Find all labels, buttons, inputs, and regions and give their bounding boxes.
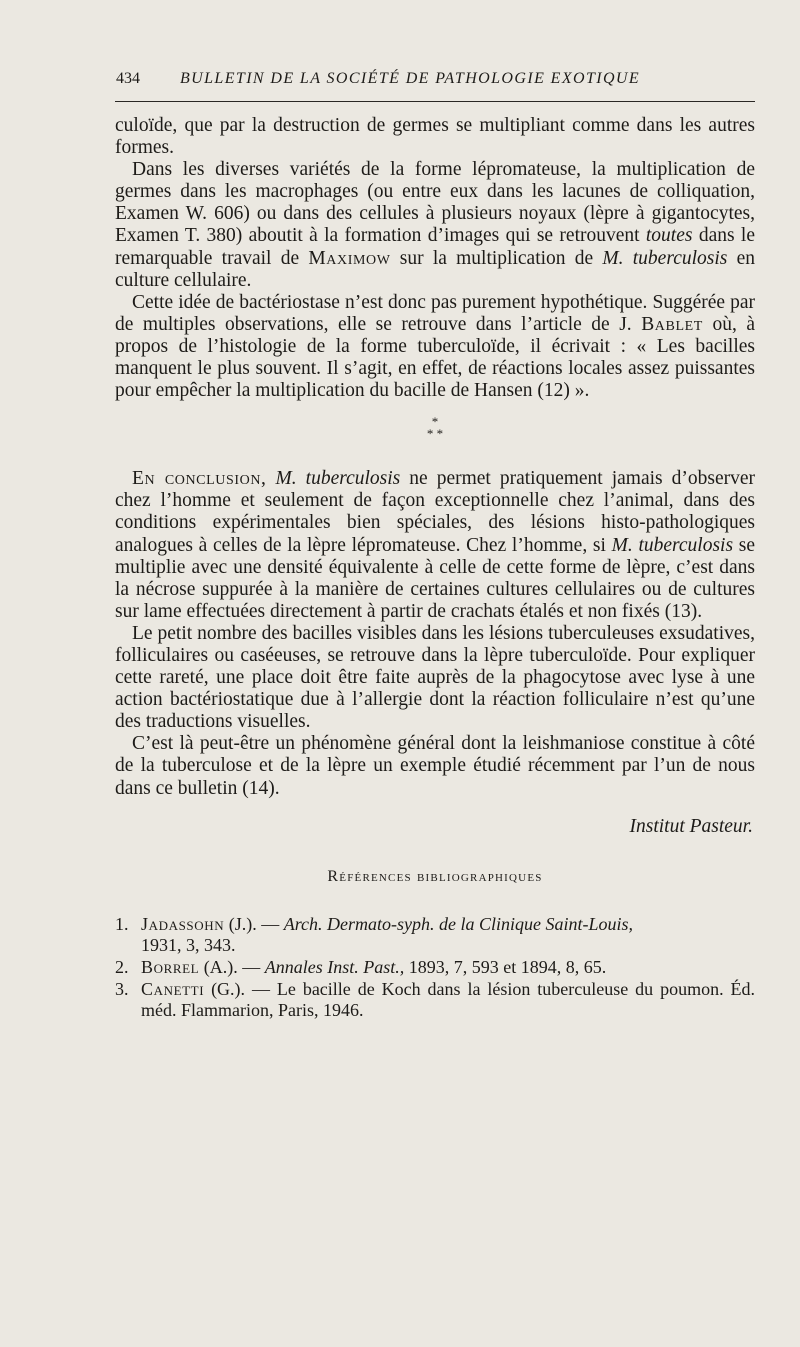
reference-number: 3. <box>115 978 129 999</box>
reference-list <box>115 914 755 1021</box>
reference-initials: (A.). — <box>199 956 265 977</box>
species-name: M. tuberculosis <box>611 534 734 556</box>
text-run: sur la multiplication de <box>390 247 603 269</box>
reference-author: Canetti <box>141 978 205 999</box>
reference-author: Jadassohn <box>141 913 225 934</box>
text-run: dans le remarquable travail de <box>115 225 755 269</box>
text-run: ne permet pratiquement jamais d’observer chez l’homme et seulement de façon exceptionnelle chez l’animal, dans des conditions expérimentales bien spéciales, des lésions histo-pathologiques analogues à celles de la lèpre lépromateuse. Chez l’homme, si <box>115 468 755 556</box>
text-run <box>267 468 276 489</box>
running-header <box>116 70 754 88</box>
paragraph-2 <box>115 159 755 292</box>
text-run: Cette idée de bactériostase n’est donc pas purement hypothétique. Suggérée par de multiples observations, elle se retrouve dans l’article de J. <box>115 291 755 335</box>
reference-details: 1931, 3, 343. <box>141 934 236 955</box>
reference-details: Le bacille de Koch dans la lésion tuberculeuse du poumon. Éd. méd. Flammarion, Paris, 1946. <box>141 978 755 1020</box>
reference-author: Borrel <box>141 956 200 977</box>
text-run: se multiplie avec une densité équivalente à celle de cette forme de lèpre, c’est dans la nécrose suppurée à la manière de certaines cultures cellulaires ou de cultures sur lame effectuées directement à partir de crachats étalés et non fixés (13). <box>115 534 755 622</box>
page-number: 434 <box>116 70 140 87</box>
text-run: Dans les diverses variétés de la forme lépromateuse, la multiplication de germes dans les macrophages (ou entre eux dans les lacunes de colliquation, Examen W. 606) ou dans des cellules à plusieurs noyaux (lèpre à gigantocytes, Examen T. 380) aboutit à la formation d’images qui se retrouvent <box>115 159 755 247</box>
reference-initials: (G.). — <box>204 978 277 999</box>
institution-signature: Institut Pasteur. <box>629 815 753 837</box>
reference-item <box>115 914 755 956</box>
separator-stars-bottom: * * <box>426 426 444 442</box>
paragraph-3 <box>115 292 755 402</box>
article-body <box>115 115 755 1022</box>
text-run: en culture cellulaire. <box>115 247 755 291</box>
separator-star-top: * <box>431 414 439 430</box>
reference-item <box>115 979 755 1021</box>
author-maximow: Maximow <box>308 247 391 269</box>
header-rule <box>115 101 755 102</box>
conclusion-lead: En conclusion, <box>132 468 267 490</box>
author-bablet: Bablet <box>641 313 703 335</box>
reference-source: Arch. Dermato-syph. de la Clinique Saint-Louis, <box>283 913 634 934</box>
reference-details: 1893, 7, 593 et 1894, 8, 65. <box>404 956 607 977</box>
species-name: M. tuberculosis <box>275 468 401 490</box>
reference-source: Annales Inst. Past., <box>264 956 405 977</box>
emphasis-toutes: toutes <box>645 225 693 247</box>
reference-number: 1. <box>115 913 129 934</box>
section-separator <box>115 416 755 440</box>
reference-number: 2. <box>115 956 129 977</box>
species-name: M. tuberculosis <box>602 247 728 269</box>
reference-item <box>115 957 755 978</box>
paragraph-6: C’est là peut-être un phénomène général dont la leishmaniose constitue à côté de la tuberculose et de la lèpre un exemple étudié récemment par l’un de nous dans ce bulletin (14). <box>115 733 755 799</box>
paragraph-4 <box>115 468 755 623</box>
reference-initials: (J.). — <box>224 913 284 934</box>
text-run: où, à propos de l’histologie de la forme tuberculoïde, il écrivait : « Les bacilles manquent le plus souvent. Il s’agit, en effet, de réactions locales assez puissantes pour empêcher la multiplication du bacille de Hansen (12) ». <box>115 313 755 402</box>
references-title: Références bibliographiques <box>327 867 543 885</box>
journal-title: BULLETIN DE LA SOCIÉTÉ DE PATHOLOGIE EXOTIQUE <box>180 70 641 87</box>
paragraph-1: culoïde, que par la destruction de germes se multipliant comme dans les autres formes. <box>115 115 755 159</box>
paragraph-5: Le petit nombre des bacilles visibles dans les lésions tuberculeuses exsudatives, folliculaires ou caséeuses, se retrouve dans la lèpre tuberculoïde. Pour expliquer cette rareté, une place doit être faite auprès de la phagocytose avec lyse à une action bactériostatique due à l’allergie dont la réaction folliculaire n’est qu’une des traductions visuelles. <box>115 622 755 733</box>
